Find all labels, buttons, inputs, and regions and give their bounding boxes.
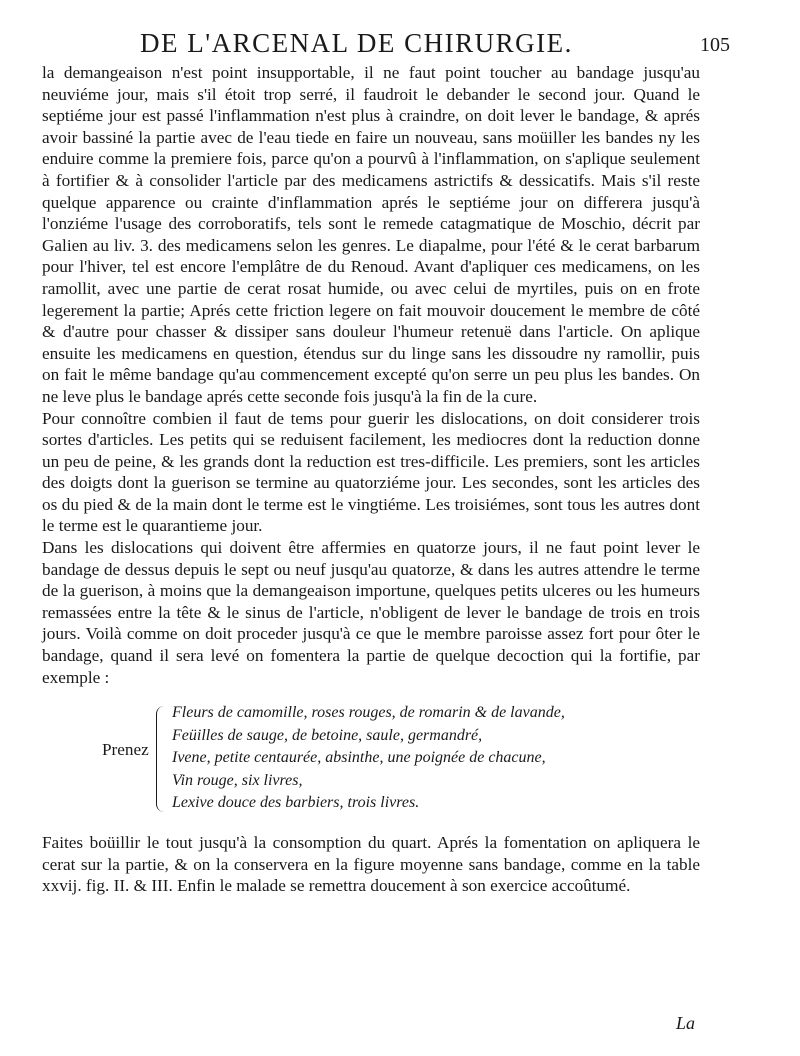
catchword: La (676, 1013, 696, 1033)
ingredient-line: Feüilles de sauge, de betoine, saule, germandré, (172, 726, 483, 744)
curly-brace-icon (156, 706, 165, 812)
ingredient-line: Lexive douce des barbiers, trois livres. (172, 794, 420, 812)
running-title: DE L'ARCENAL DE CHIRURGIE. (140, 28, 573, 58)
paragraph-fourteen-days: Dans les dislocations qui doivent être affermies en quatorze jours, il ne faut point lever le bandage de dessus depuis le sept ou neuf jusqu'au quatorze, & dans les autres attendre le terme de la guerison, à moins que la demangeaison importune, quelques petits ulceres ou les humeurs remassées entre la tête & le sinus de l'article, n'obligent de lever le bandage de trois en trois jours. Voilà comme on doit proceder jusqu'à ce que le membre paroisse assez fort pour ôter le bandage, quand il sera levé on fomentera la partie de quelque decoction qui la fortifie, par exemple : (42, 538, 700, 687)
ingredient-list (172, 702, 565, 815)
paragraph-healing-time: Pour connoître combien il faut de tems pour guerir les dislocations, on doit considerer trois sortes d'articles. Les petits qui se reduisent facilement, les mediocres dont la reduction donne un peu de peine, & les grands dont la reduction est tres-difficile. Les premiers, sont les articles des doigts dont la guerison se termine au quatorziéme jour. Les secondes, sont les articles des os du pied & de la main dont le terme est le vingtiéme. Les troisiémes, sont tous les autres dont le terme est le quarantieme jour. (42, 408, 700, 536)
paragraph-bandage-treatment: la demangeaison n'est point insupportable, il ne faut point toucher au bandage jusqu'au neuviéme jour, mais s'il étoit trop serré, il faudroit le debander le second jour. Quand le septiéme jour est passé l'inflammation n'est plus à craindre, on doit lever le bandage, & aprés avoir bassiné la partie avec de l'eau tiede en faire un nouveau, sans moüiller les bandes ny les enduire comme la premiere fois, parce qu'on a pourvû à l'inflammation, on s'aplique seulement à fortifier & à consolider l'article par des medicamens astrictifs & dessicatifs. Mais s'il reste quelque apparence ou crainte d'inflammation aprés le septiéme jour on differera jusqu'à l'onziéme l'usage des corroboratifs, tels sont le remede catagmatique de Moschio, décrit par Galien au liv. 3. des medicamens selon les genres. Le diapalme, pour l'été & le cerat barbarum pour l'hiver, tel est encore l'emplâtre de du Renoud. Avant d'apliquer ces medicamens, on les ramollit, avec une partie de cerat rosat humide, ou avec celui de myrtiles, puis on en frote legerement la partie; Aprés cette friction legere on fait mouvoir doucement le membre de côté & d'autre pour chasser & dissiper sans douleur l'humeur retenuë dans l'article. On aplique ensuite les medicamens en question, étendus sur du linge sans les dissoudre ny ramollir, puis on fait le même bandage qu'au commencement excepté qu'on serre un peu plus les bandes. On ne leve plus le bandage aprés cette seconde fois jusqu'à la fin de la cure. (42, 63, 700, 406)
body-text (42, 62, 700, 897)
ingredient-line: Ivene, petite centaurée, absinthe, une poignée de chacune, (172, 749, 546, 767)
page-number: 105 (700, 34, 730, 56)
recipe-verb: Prenez (102, 740, 149, 760)
ingredient-line: Vin rouge, six livres, (172, 771, 303, 789)
page-header (0, 28, 800, 58)
paragraph-closing: Faites boüillir le tout jusqu'à la consomption du quart. Aprés la fomentation on apliquera le cerat sur la partie, & on la conservera en la figure moyenne sans bandage, comme en la table xxvij. fig. II. & III. Enfin le malade se remettra doucement à son exercice accoûtumé. (42, 833, 700, 896)
ingredient-line: Fleurs de camomille, roses rouges, de romarin & de lavande, (172, 704, 565, 722)
recipe-block (42, 702, 700, 820)
